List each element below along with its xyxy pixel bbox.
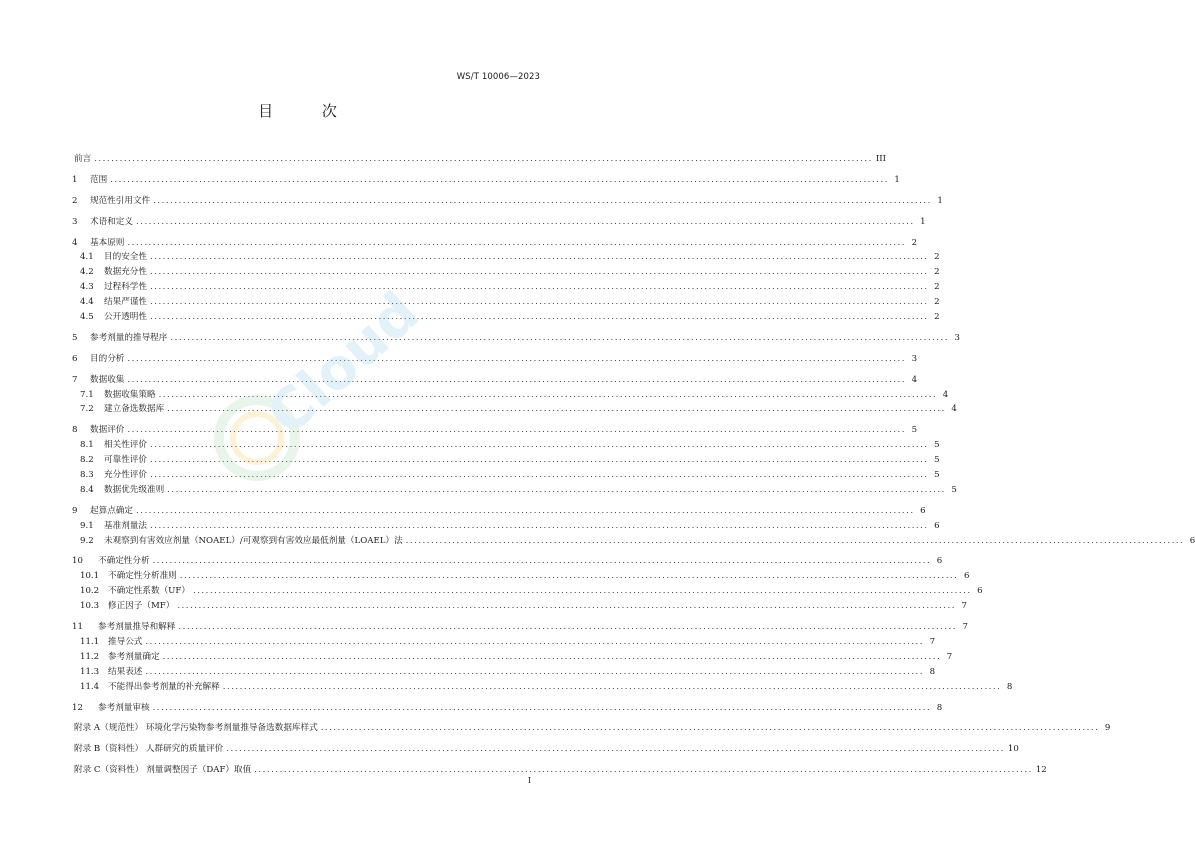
toc-title: 目 次 [258,102,359,120]
toc-entry-number: 3 [72,216,78,227]
toc-entry[interactable] [72,331,960,346]
toc-leader-dots [150,453,929,468]
toc-entry-number: 7.1 [80,389,94,400]
toc-entry-number: 6 [72,353,78,364]
toc-leader-dots [150,519,929,534]
toc-entry-page: 7 [946,651,953,662]
toc-entry-number: 11.4 [80,681,100,692]
toc-entry-number: 4.4 [80,297,94,308]
toc-entry-number: 8.1 [80,440,94,451]
toc-entry[interactable] [72,402,957,417]
toc-leader-dots [145,665,924,680]
toc-entry-number: 9 [72,505,78,516]
toc-leader-dots [127,373,906,388]
toc-entry-number: 9.1 [80,520,94,531]
toc-entry-number: 8 [72,425,78,436]
toc-entry[interactable] [72,519,940,534]
toc-entry-number: 11.2 [80,651,100,662]
toc-entry-page: 6 [977,586,983,597]
toc-entry-page: 8 [929,666,936,677]
toc-entry[interactable] [72,721,1111,736]
toc-entry-page: 2 [934,297,940,308]
toc-entry[interactable] [72,483,957,498]
toc-entry[interactable] [72,250,940,265]
toc-entry-number: 12 [72,702,83,713]
toc-entry[interactable] [72,438,940,453]
toc-entry[interactable] [72,388,949,403]
toc-leader-dots [127,236,906,251]
toc-entry[interactable] [72,701,943,716]
toc-entry-page: 10 [1007,744,1019,755]
toc-leader-dots [226,742,1005,757]
toc-entry-title: 数据评价 [90,425,125,436]
toc-entry-title: 附录 A（规范性） 环境化学污染物参考剂量推导备选数据库样式 [74,723,318,734]
toc-leader-dots [150,265,929,280]
toc-entry-page: 6 [936,556,943,567]
toc-entry[interactable] [72,173,900,188]
toc-leader-dots [127,352,906,367]
toc-leader-dots [321,721,1100,736]
toc-entry-number: 10.2 [80,586,100,597]
toc-entry-number: 10.1 [80,571,100,582]
toc-entry-page: 5 [951,484,957,495]
toc-entry-page: 2 [934,312,940,323]
toc-entry-page: 2 [934,252,940,263]
toc-entry[interactable] [72,584,983,599]
toc-entry-page: 1 [937,195,943,206]
toc-entry[interactable] [72,194,943,209]
watermark-text: Cloud [255,280,432,448]
toc-leader-dots [150,310,929,325]
toc-leader-dots [145,635,924,650]
toc-leader-dots [193,584,972,599]
toc-entry-title: 充分性评价 [104,470,147,481]
toc-entry-number: 4.3 [80,282,94,293]
toc-entry[interactable] [72,554,943,569]
toc-leader-dots [150,250,929,265]
toc-entry[interactable] [72,295,940,310]
toc-leader-dots [94,152,873,167]
toc-entry-page: 9 [1104,723,1111,734]
toc-entry-number: 8.2 [80,455,94,466]
toc-entry-title: 结果表述 [108,666,143,677]
toc-entry-number: 8.3 [80,470,94,481]
toc-leader-dots [150,438,929,453]
toc-entry[interactable] [72,236,918,251]
toc-entry-number: 9.2 [80,535,94,546]
toc-leader-dots [167,402,946,417]
toc-leader-dots [153,194,932,209]
toc-entry[interactable] [72,635,936,650]
toc-entry-page: 3 [911,353,918,364]
toc-entry[interactable] [72,665,936,680]
toc-entry-title: 参考剂量的推导程序 [90,332,168,343]
toc-entry-number: 4.5 [80,312,94,323]
toc-entry-page: 7 [961,601,967,612]
toc-entry-page: 6 [1189,535,1195,546]
toc-entry-title: 范围 [90,174,108,185]
toc-entry-page: 6 [963,571,970,582]
toc-entry-number: 2 [72,195,78,206]
toc-entry-number: 4.2 [80,267,94,278]
toc-entry-title: 参考剂量审核 [98,702,150,713]
toc-entry[interactable] [72,742,1019,757]
toc-leader-dots [167,483,946,498]
toc-entry[interactable] [72,599,967,614]
toc-leader-dots [153,554,932,569]
toc-entry-title: 起算点确定 [90,505,133,516]
toc-entry[interactable] [72,680,1013,695]
toc-entry-number: 11.3 [80,666,100,677]
toc-entry-title: 数据收集策略 [104,389,156,400]
toc-leader-dots [223,680,1002,695]
toc-entry[interactable] [72,280,940,295]
toc-entry[interactable] [72,569,970,584]
toc-entry-number: 5 [72,332,78,343]
toc-entry-page: 5 [934,440,940,451]
toc-entry-title: 目的分析 [90,353,125,364]
toc-entry-title: 附录 C（资料性） 剂量调整因子（DAF）取值 [74,765,252,776]
toc-entry-number: 10 [72,556,83,567]
toc-entry-title: 公开透明性 [104,312,147,323]
toc-leader-dots [127,423,906,438]
toc-entry[interactable] [72,423,918,438]
toc-entry-title: 不能得出参考剂量的补充解释 [108,681,220,692]
toc-entry-title: 不确定性分析准则 [108,571,177,582]
toc-entry-title: 目的安全性 [104,252,147,263]
toc-entry-title: 规范性引用文件 [90,195,151,206]
toc-leader-dots [153,701,932,716]
toc-entry-page: 6 [934,520,940,531]
toc-leader-dots [406,534,1185,549]
toc-entry-title: 建立备选数据库 [104,404,165,415]
toc-leader-dots [170,331,949,346]
toc-entry-page: 8 [936,702,943,713]
toc-entry-number: 11 [72,622,83,633]
toc-entry[interactable] [72,620,968,635]
toc-entry[interactable] [72,763,1047,778]
toc-entry[interactable] [72,650,953,665]
toc-leader-dots [150,468,929,483]
page-number: I [527,776,531,785]
toc-entry-number: 7.2 [80,404,94,415]
toc-entry-page: 7 [929,636,936,647]
toc-entry-page: 4 [911,374,918,385]
toc-entry[interactable] [72,504,926,519]
toc-entry-title: 附录 B（资料性） 人群研究的质量评价 [74,744,224,755]
toc-entry-number: 1 [72,174,78,185]
toc-entry-page: 5 [934,470,940,481]
toc-entry-page: 2 [911,237,918,248]
toc-entry-title: 术语和定义 [90,216,133,227]
toc-entry[interactable] [72,453,940,468]
document-code: WS/T 10006—2023 [456,72,540,82]
toc-entry[interactable] [72,534,1195,549]
toc-entry-number: 7 [72,374,78,385]
toc-entry[interactable] [72,468,940,483]
toc-entry-page: 12 [1035,765,1047,776]
toc-leader-dots [159,388,938,403]
toc-entry-page: 4 [951,404,957,415]
toc-entry-title: 前言 [74,154,92,164]
toc-leader-dots [136,504,915,519]
toc-entry-number: 11.1 [80,636,100,647]
toc-leader-dots [150,280,929,295]
toc-leader-dots [180,569,959,584]
toc-entry-title: 基准剂量法 [104,520,147,531]
toc-entry-number: 4.1 [80,252,94,263]
toc-entry-page: III [875,154,887,164]
toc-entry-title: 推导公式 [108,636,143,647]
toc-entry-title: 可靠性评价 [104,455,147,466]
toc-entry[interactable] [72,310,940,325]
toc-entry-page: 6 [920,505,926,516]
toc-leader-dots [254,763,1033,778]
toc-leader-dots [178,620,957,635]
toc-entry-page: 3 [954,332,960,343]
toc-leader-dots [177,599,956,614]
toc-entry-title: 相关性评价 [104,440,147,451]
toc-entry-title: 数据充分性 [104,267,147,278]
toc-entry-title: 参考剂量推导和解释 [98,622,176,633]
toc-entry-title: 不确定性系数（UF） [108,586,190,597]
toc-entry-title: 过程科学性 [104,282,147,293]
toc-entry-number: 8.4 [80,484,94,495]
toc-entry[interactable] [72,215,926,230]
toc-entry-title: 不确定性分析 [98,556,150,567]
toc-entry-number: 10.3 [80,601,100,612]
toc-leader-dots [163,650,942,665]
toc-entry-page: 5 [911,425,918,436]
toc-entry-page: 1 [920,216,926,227]
toc-entry-page: 4 [942,389,949,400]
toc-entry-title: 未观察到有害效应剂量（NOAEL）/可观察到有害效应最低剂量（LOAEL）法 [104,535,403,546]
toc-entry-title: 数据收集 [90,374,125,385]
toc-entry-page: 1 [894,174,900,185]
toc-entry[interactable] [72,373,918,388]
toc-entry-title: 修正因子（MF） [108,601,175,612]
toc-entry[interactable] [72,265,940,280]
toc-leader-dots [136,215,915,230]
toc-entry[interactable] [72,152,887,167]
toc-leader-dots [150,295,929,310]
toc-entry-title: 数据优先级准则 [104,484,165,495]
toc-entry-page: 7 [962,622,968,633]
toc-entry-title: 结果严谨性 [104,297,147,308]
toc-entry-number: 4 [72,237,78,248]
toc-entry-title: 基本原则 [90,237,125,248]
toc-entry-page: 2 [934,282,940,293]
table-of-contents [72,152,1195,778]
toc-entry-page: 5 [934,455,940,466]
toc-entry-page: 2 [934,267,940,278]
toc-entry-page: 8 [1006,681,1013,692]
toc-entry-title: 参考剂量确定 [108,651,160,662]
toc-leader-dots [110,173,889,188]
toc-entry[interactable] [72,352,918,367]
